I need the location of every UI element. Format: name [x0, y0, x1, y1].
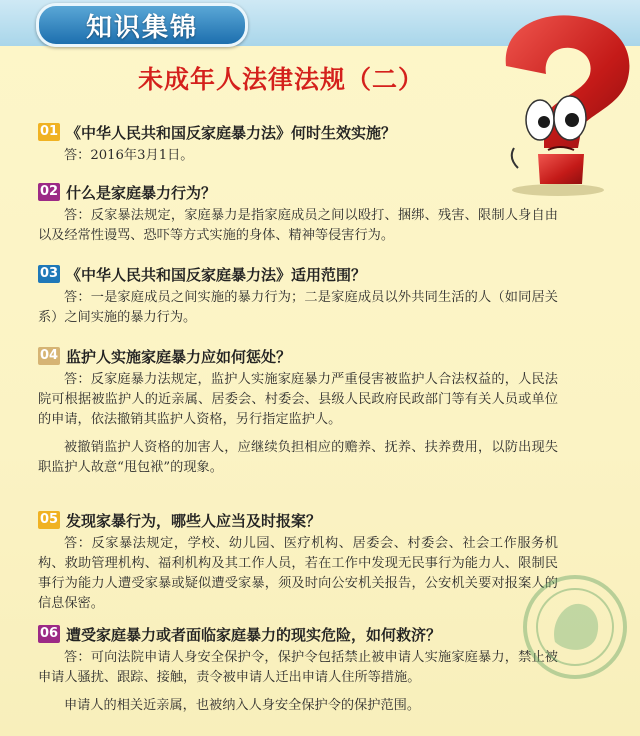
qa-item-02	[38, 180, 598, 246]
answer-text: 答：可向法院申请人身安全保护令，保护令包括禁止被申请人实施家庭暴力，禁止被申请人骚扰、跟踪、接触，责令被申请人迁出申请人住所等措施。	[38, 650, 558, 685]
seal-watermark-icon	[520, 572, 630, 682]
question-text: 监护人实施家庭暴力应如何惩处？	[66, 347, 292, 366]
question-text: 《中华人民共和国反家庭暴力法》何时生效实施？	[66, 123, 397, 142]
item-number: 04	[39, 348, 59, 363]
qa-item-04	[38, 344, 598, 478]
header-badge-title: 知识集锦	[85, 12, 198, 43]
qa-item-03	[38, 262, 598, 328]
item-number: 05	[39, 512, 59, 527]
item-number: 06	[39, 626, 59, 641]
answer-extra-text: 申请人的相关近亲属，也被纳入人身安全保护令的保护范围。	[64, 698, 421, 713]
qa-item-01	[38, 120, 598, 166]
qa-item-05	[38, 508, 598, 614]
item-number: 02	[39, 184, 59, 199]
answer-text: 答：反家暴法规定，学校、幼儿园、医疗机构、居委会、村委会、社会工作服务机构、救助管理机构、福利机构及其工作人员，若在工作中发现无民事行为能力人、限制民事行为能力人遭受家暴或疑似遭受家暴，须及时向公安机关报告，公安机关要对报案人的信息保密。	[38, 536, 558, 611]
answer-extra-text: 被撤销监护人资格的加害人，应继续负担相应的赡养、抚养、扶养费用，以防出现失职监护人故意“甩包袱”的现象。	[38, 440, 558, 475]
question-mark-mascot-icon	[478, 8, 640, 196]
question-text: 发现家暴行为，哪些人应当及时报案？	[66, 511, 322, 530]
question-text: 《中华人民共和国反家庭暴力法》适用范围？	[66, 265, 367, 284]
item-number: 03	[39, 266, 59, 281]
answer-text: 答：2016年3月1日。	[64, 148, 194, 163]
item-number: 01	[39, 124, 59, 139]
header-badge	[36, 3, 248, 47]
answer-text: 答：反家暴法规定，家庭暴力是指家庭成员之间以殴打、捆绑、残害、限制人身自由以及经常性谩骂、恐吓等方式实施的身体、精神等侵害行为。	[38, 208, 558, 243]
qa-item-06	[38, 622, 598, 716]
question-text: 遭受家庭暴力或者面临家庭暴力的现实危险，如何救济？	[66, 625, 442, 644]
answer-text: 答：一是家庭成员之间实施的暴力行为；二是家庭成员以外共同生活的人（如同居关系）之间实施的暴力行为。	[38, 290, 558, 325]
page-title: 未成年人法律法规（二）	[138, 65, 425, 94]
answer-text: 答：反家庭暴力法规定，监护人实施家庭暴力严重侵害被监护人合法权益的，人民法院可根据被监护人的近亲属、居委会、村委会、县级人民政府民政部门等有关人员或单位的申请，依法撤销其监护人资格，另行指定监护人。	[38, 372, 558, 427]
question-text: 什么是家庭暴力行为？	[66, 183, 217, 202]
